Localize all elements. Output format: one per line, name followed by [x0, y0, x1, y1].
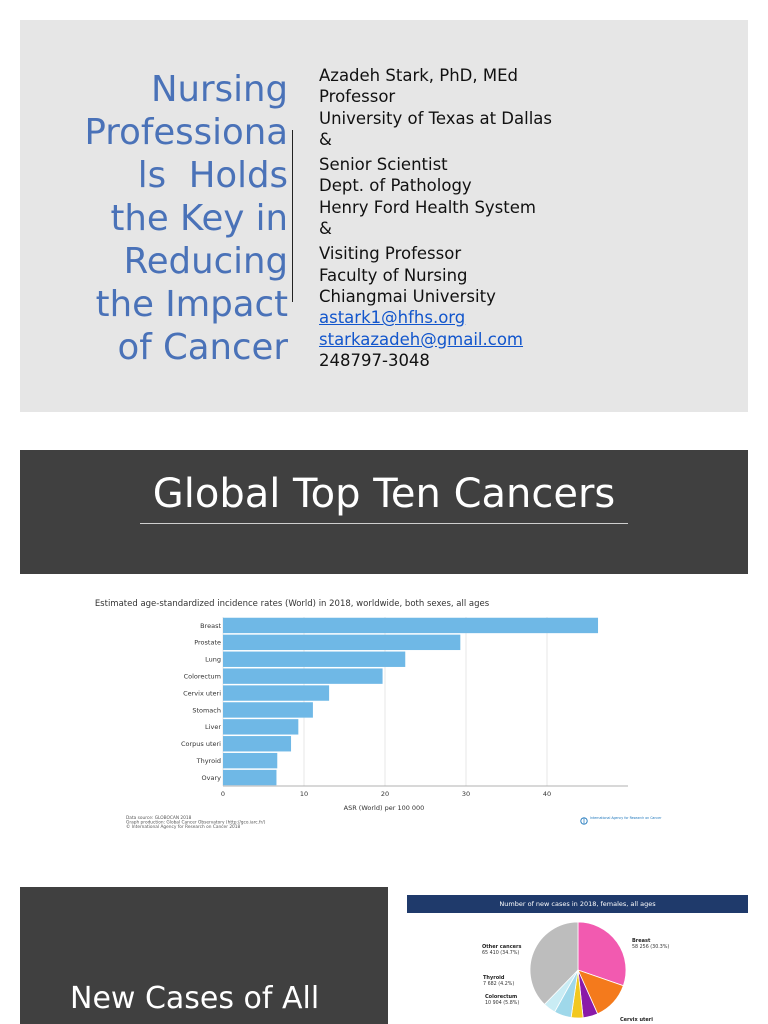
title-line: Reducing — [123, 241, 288, 282]
title-line: the Key in — [110, 198, 288, 239]
title-line: of Cancer — [117, 327, 288, 368]
chart-source-note: © International Agency for Research on Cancer 2018 — [126, 825, 241, 831]
chart-source-note: Data source: GLOBOCAN 2018 — [126, 816, 192, 821]
section-slide — [20, 450, 748, 574]
title-underline — [140, 523, 628, 524]
section-title: Global Top Ten Cancers — [152, 471, 616, 517]
title-slide — [20, 20, 748, 412]
pie-value-label: 65 410 (34.7%) — [482, 951, 520, 956]
title-line: ls Holds — [137, 155, 288, 196]
category-label: Breast — [200, 621, 221, 630]
chart-source-note: Graph production: Global Cancer Observatory (http://gco.iarc.fr/) — [126, 820, 266, 826]
position-3: Visiting Professor — [319, 244, 462, 264]
ampersand: & — [319, 129, 332, 149]
x-tick-label: 30 — [461, 790, 471, 798]
category-label: Prostate — [194, 638, 221, 647]
x-tick-label: 0 — [220, 790, 226, 798]
bar-prostate — [223, 635, 460, 650]
bar-ovary — [223, 770, 276, 785]
x-axis-label: ASR (World) per 100 000 — [343, 804, 425, 812]
category-label: Lung — [205, 655, 221, 664]
pie-label: Breast — [632, 938, 651, 944]
category-label: Thyroid — [196, 756, 221, 765]
pie-value-label: 7 682 (4.2%) — [483, 982, 515, 987]
bar-thyroid — [223, 753, 277, 768]
email-link-2[interactable]: starkazadeh@gmail.com — [319, 329, 524, 349]
logo-text: International Agency for Research on Cancer — [590, 816, 662, 820]
x-tick-label: 40 — [542, 790, 552, 798]
pie-label: Colorectum — [485, 994, 518, 1000]
category-label: Cervix uteri — [183, 689, 221, 698]
title-line: the Impact — [95, 284, 288, 325]
institution-1: University of Texas at Dallas — [319, 108, 552, 128]
slide-title — [60, 68, 288, 369]
pie-value-label: 10 904 (5.8%) — [485, 1001, 520, 1006]
bar-liver — [223, 719, 298, 734]
vertical-divider — [292, 130, 293, 302]
pie-label: Cervix uteri — [620, 1017, 653, 1023]
phone-number: 248797-3048 — [319, 350, 430, 370]
title-line: Professiona — [84, 112, 288, 153]
ampersand: & — [319, 219, 332, 239]
bar-cervix-uteri — [223, 685, 329, 700]
institution-2: Henry Ford Health System — [319, 197, 536, 217]
pie-label: Other cancers — [482, 944, 522, 950]
pie-chart-title: Number of new cases in 2018, females, all ages — [407, 895, 748, 913]
institution-3: Chiangmai University — [319, 286, 496, 306]
category-label: Ovary — [201, 773, 221, 782]
bar-breast — [223, 618, 598, 633]
chart-title: Estimated age-standardized incidence rates (World) in 2018, worldwide, both sexes, all ages — [94, 599, 490, 609]
faculty: Faculty of Nursing — [319, 265, 468, 285]
category-label: Stomach — [192, 706, 221, 715]
department: Dept. of Pathology — [319, 176, 472, 196]
pie-chart-svg — [407, 913, 748, 1024]
new-cases-slide — [20, 887, 388, 1024]
category-label: Colorectum — [183, 672, 221, 681]
bar-lung — [223, 652, 405, 667]
email-link-1[interactable]: astark1@hfhs.org — [319, 308, 466, 328]
x-tick-label: 10 — [299, 790, 309, 798]
bar-corpus-uteri — [223, 736, 291, 751]
bar-stomach — [223, 702, 313, 717]
category-label: Liver — [205, 723, 221, 732]
bar-colorectum — [223, 668, 383, 683]
position-2: Senior Scientist — [319, 155, 448, 175]
x-tick-label: 20 — [380, 790, 390, 798]
category-label: Corpus uteri — [180, 740, 221, 749]
bar-chart-svg — [94, 590, 662, 840]
incidence-bar-chart — [94, 590, 662, 840]
title-line: Nursing — [150, 69, 288, 110]
pie-value-label: 58 256 (30.3%) — [632, 945, 670, 950]
author-name: Azadeh Stark, PhD, MEd — [319, 66, 519, 85]
author-info — [319, 65, 719, 371]
pie-label: Thyroid — [483, 975, 505, 981]
position-1: Professor — [319, 87, 396, 107]
new-cases-pie-chart — [407, 895, 748, 1024]
slide-title: New Cases of All — [70, 981, 320, 1016]
